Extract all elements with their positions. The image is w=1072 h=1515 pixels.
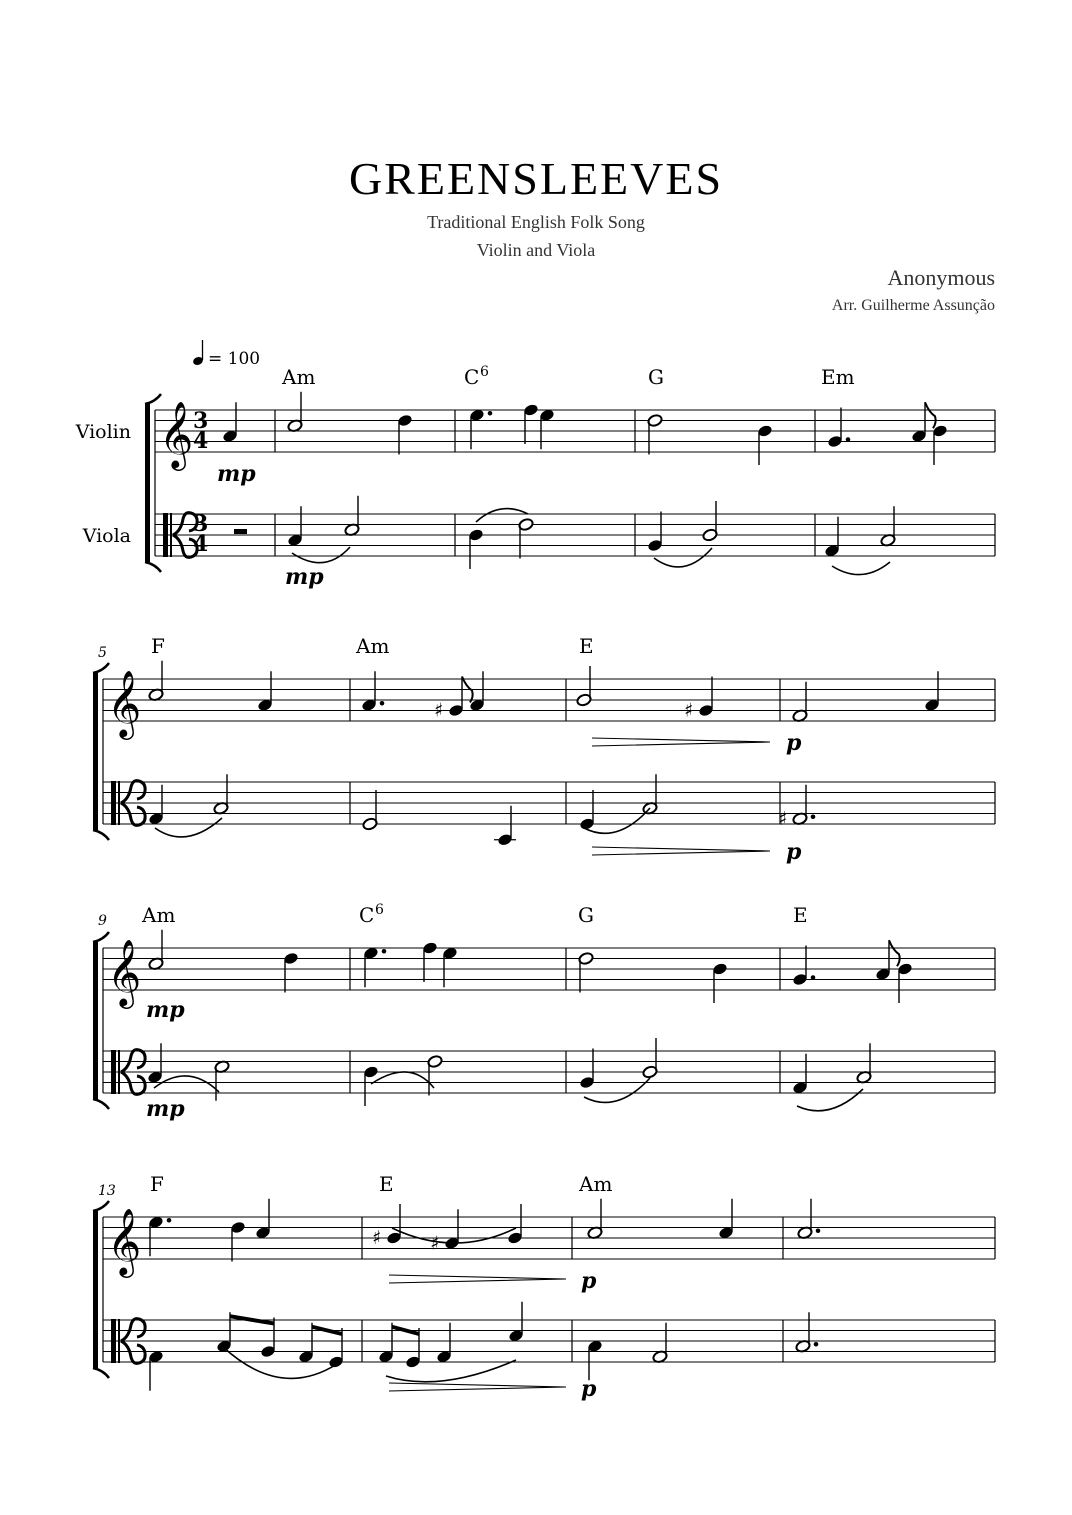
note	[147, 1043, 163, 1084]
chord-symbols	[141, 364, 855, 1196]
tempo-marking	[192, 340, 260, 369]
note	[230, 1221, 246, 1262]
note	[361, 671, 384, 712]
slur	[371, 1072, 434, 1088]
score-subtitle: Traditional English Folk Song	[427, 212, 645, 232]
note	[283, 952, 299, 993]
chord-symbol: E	[579, 634, 594, 658]
viola-staff	[103, 782, 995, 824]
note	[214, 1060, 230, 1101]
note	[647, 512, 663, 553]
note	[757, 424, 773, 465]
slur	[292, 547, 350, 563]
note	[578, 952, 594, 993]
bracket-hook	[93, 1099, 109, 1109]
violin-staff	[155, 410, 995, 452]
slur	[832, 562, 890, 575]
note	[397, 414, 413, 455]
dot	[814, 1342, 819, 1347]
sharp-icon: ♯	[684, 699, 694, 722]
notes-layer	[147, 392, 948, 1391]
note	[652, 1323, 668, 1364]
treble-clef-icon: 𝄞	[107, 1207, 142, 1275]
note	[792, 946, 815, 987]
dot	[488, 411, 493, 416]
decrescendo-hairpin	[592, 847, 770, 855]
note	[778, 785, 815, 830]
bracket	[93, 1211, 98, 1368]
bracket	[93, 673, 98, 830]
measure-number-13: 13	[98, 1183, 116, 1199]
note	[213, 774, 229, 815]
treble-clef-icon: 𝄞	[159, 400, 194, 468]
measure-number-5: 5	[98, 645, 107, 661]
note	[148, 930, 164, 971]
treble-clef-icon: 𝄞	[107, 938, 142, 1006]
chord-symbol: Em	[821, 365, 855, 389]
dot	[816, 1228, 821, 1233]
note	[824, 517, 840, 558]
note	[298, 1323, 314, 1364]
viola-staff	[103, 1051, 995, 1093]
note	[518, 518, 534, 559]
violin-staff	[103, 948, 995, 990]
chord-symbol: E	[379, 1172, 394, 1196]
note	[344, 496, 360, 537]
note	[436, 1323, 452, 1364]
chord-symbol: Am	[579, 1172, 613, 1196]
dynamic-p: p	[581, 1268, 597, 1294]
dynamic-p: p	[786, 839, 802, 865]
sharp-icon: ♯	[372, 1227, 382, 1249]
dynamic-p: p	[581, 1376, 597, 1402]
arranger: Arr. Guilherme Assunção	[831, 297, 995, 314]
note	[587, 1199, 603, 1240]
note	[427, 1055, 443, 1096]
note	[880, 506, 896, 547]
dot	[846, 437, 851, 442]
chord-symbol: F	[151, 634, 165, 658]
score-title: GREENSLEEVES	[348, 153, 724, 204]
chord-superscript: 6	[375, 902, 384, 918]
note	[797, 1199, 820, 1240]
sharp-icon: ♯	[778, 807, 788, 830]
viola-staff	[103, 1320, 995, 1362]
decrescendo-hairpin	[592, 738, 770, 746]
note	[469, 408, 492, 449]
note	[257, 671, 273, 712]
chord-superscript: 6	[480, 364, 489, 380]
note	[684, 677, 714, 722]
note	[363, 946, 386, 987]
slur	[797, 1089, 863, 1111]
svg-text:3: 3	[193, 408, 209, 434]
time-signature-violin	[193, 408, 208, 454]
slurs	[154, 509, 890, 1382]
sharp-icon: ♯	[430, 1232, 440, 1255]
system	[93, 663, 995, 840]
note	[647, 414, 663, 455]
slur	[476, 509, 528, 522]
note	[642, 1038, 658, 1079]
note	[148, 1215, 171, 1256]
decrescendo-hairpin	[389, 1383, 566, 1391]
time-signature-viola	[193, 511, 208, 557]
chord-symbol: Am	[142, 903, 176, 927]
bracket-hook	[93, 1368, 109, 1378]
note	[523, 403, 539, 444]
chord-symbol: C	[464, 365, 480, 389]
dot	[380, 701, 385, 706]
note	[468, 528, 484, 569]
chord-symbol: G	[648, 365, 664, 389]
note	[508, 1302, 524, 1343]
note	[378, 1323, 394, 1364]
svg-text:4: 4	[193, 531, 209, 557]
slur	[155, 818, 222, 837]
note	[587, 1339, 603, 1380]
slur	[654, 548, 712, 567]
note	[897, 962, 913, 1003]
dot	[167, 1218, 172, 1223]
flag	[925, 402, 936, 428]
dot	[811, 814, 816, 819]
note	[287, 506, 303, 547]
dynamic-mp: mp	[217, 461, 256, 487]
note	[932, 424, 948, 465]
note	[148, 1350, 164, 1391]
note	[434, 677, 473, 722]
violin-staff	[103, 679, 995, 721]
note	[507, 1204, 523, 1245]
note	[911, 402, 936, 443]
dynamics	[146, 461, 802, 1402]
note	[148, 661, 164, 702]
slur	[386, 1360, 516, 1382]
chord-symbol: F	[150, 1172, 164, 1196]
note	[222, 402, 238, 443]
note	[430, 1209, 460, 1254]
note	[372, 1204, 402, 1249]
note	[792, 682, 808, 723]
bracket-hook	[93, 830, 109, 840]
note	[287, 392, 303, 433]
systems-layer	[93, 394, 995, 1378]
composer: Anonymous	[887, 265, 995, 290]
dot	[811, 975, 816, 980]
chord-symbol: G	[578, 903, 594, 927]
note	[579, 1049, 595, 1090]
half-rest-icon	[234, 529, 247, 534]
note	[702, 501, 718, 542]
note	[718, 1199, 734, 1240]
dot	[382, 949, 387, 954]
note	[576, 666, 592, 707]
bracket-hook	[145, 562, 161, 572]
note	[795, 1312, 818, 1353]
hairpins	[389, 738, 770, 1391]
note	[148, 785, 164, 826]
measure-number-9: 9	[98, 913, 107, 929]
note	[255, 1199, 271, 1240]
slur	[584, 808, 650, 833]
slur	[584, 1078, 650, 1102]
note	[539, 408, 555, 449]
dynamic-mp: mp	[146, 1096, 185, 1122]
dynamic-mp: mp	[285, 564, 324, 590]
note	[442, 946, 458, 987]
instrumentation: Violin and Viola	[476, 240, 596, 260]
svg-text:4: 4	[193, 428, 209, 454]
instrument-label-violin: Violin	[75, 421, 131, 443]
treble-clef-icon: 𝄞	[107, 669, 142, 737]
chord-symbol: Am	[282, 365, 316, 389]
instrument-label-viola: Viola	[82, 525, 131, 547]
system	[145, 394, 995, 572]
chord-symbol: Am	[356, 634, 390, 658]
note	[579, 790, 595, 831]
tempo-value: = 100	[208, 349, 261, 369]
svg-text:3: 3	[193, 511, 209, 537]
decrescendo-hairpin	[389, 1275, 566, 1283]
flag	[889, 940, 900, 966]
note	[494, 806, 516, 847]
note	[792, 1054, 808, 1095]
viola-staff	[155, 514, 995, 556]
chord-symbol: C	[359, 903, 375, 927]
dynamic-p: p	[786, 730, 802, 756]
dynamic-mp: mp	[146, 997, 185, 1023]
note	[924, 671, 940, 712]
sharp-icon: ♯	[434, 699, 444, 722]
note	[363, 1065, 379, 1106]
note	[422, 941, 438, 982]
chord-symbol: E	[793, 903, 808, 927]
bracket	[93, 942, 98, 1099]
note	[712, 962, 728, 1003]
note	[362, 790, 378, 831]
bracket	[145, 404, 150, 562]
slur	[154, 1076, 219, 1092]
note	[827, 408, 850, 449]
note	[875, 940, 900, 981]
note	[856, 1043, 872, 1084]
